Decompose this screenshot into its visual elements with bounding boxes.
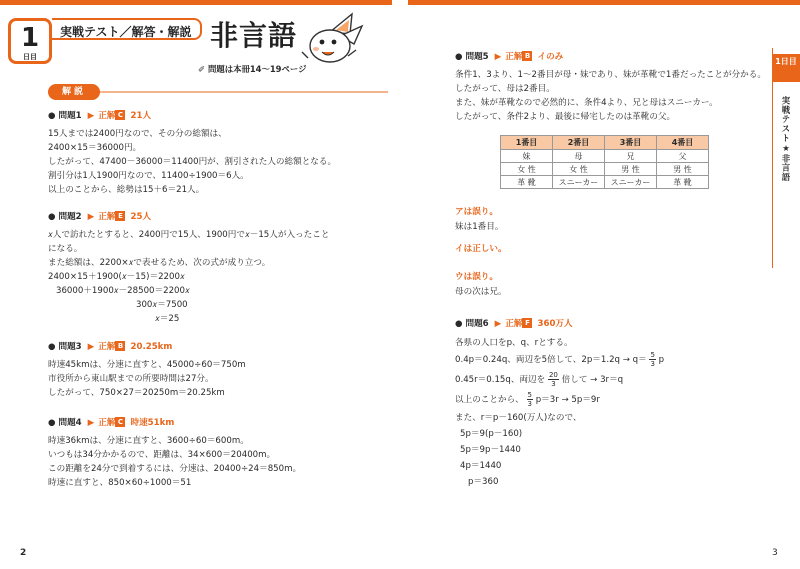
q5-answer-prefix: 正解 xyxy=(505,52,523,62)
q6-eq1-tail: p xyxy=(658,355,665,365)
q3-line: したがって、750×27＝20250m＝20.25km xyxy=(48,388,225,398)
q6-equation-1 xyxy=(455,350,664,370)
q2-line: 𝑥人で訪れたとすると、2400円で15人、1900円で𝑥－15人が入ったこと xyxy=(48,230,330,240)
q6-eq3-tail: p＝3r → 5p＝9r xyxy=(535,395,600,405)
page-reference xyxy=(198,63,306,75)
q5-line: したがって、母は2番目。 xyxy=(455,84,555,94)
page-number-right: 3 xyxy=(772,548,778,558)
q6-line: 5p＝9(p－160) xyxy=(460,429,523,439)
q1-answer-value: 21人 xyxy=(130,111,152,121)
q2-line: になる。 xyxy=(48,244,83,254)
q5-line: 条件1、3より、1～2番目が母・妹であり、妹が革靴で1番だったことが分かる。 xyxy=(455,70,766,80)
q3-line: 時速45kmは、分速に直すと、45000÷60＝750m xyxy=(48,360,246,370)
q5-heading xyxy=(455,51,563,63)
option-i-head: イは正しい。 xyxy=(455,244,507,254)
pencil-icon: ✐ xyxy=(198,64,206,74)
table-cell: 父 xyxy=(657,150,709,163)
arrow-icon: ▶ xyxy=(494,319,502,329)
q5-line: したがって、条件2より、最後に帰宅したのは革靴の父。 xyxy=(455,112,676,122)
table-row xyxy=(501,176,709,189)
q4-line: 時速に直すと、850×60÷1000＝51 xyxy=(48,478,192,488)
q6-heading xyxy=(455,318,573,330)
q2-label: ● 問題2 xyxy=(48,212,82,222)
table-header: 4番目 xyxy=(657,136,709,150)
q4-answer-value: 時速51km xyxy=(130,418,175,428)
q6-eq3-text: 以上のことから、 xyxy=(455,395,524,405)
table-cell: 妹 xyxy=(501,150,553,163)
q6-equation-3 xyxy=(455,390,600,410)
arrow-icon: ▶ xyxy=(87,212,95,222)
fraction-numerator: 20 xyxy=(548,371,558,379)
arrow-icon: ▶ xyxy=(87,342,95,352)
table-cell: 革 靴 xyxy=(501,176,553,189)
q4-line: この距離を24分で到着するには、分速は、20400÷24＝850m。 xyxy=(48,464,302,474)
q6-eq1-text: 0.4p＝0.24q、両辺を5倍して、2p＝1.2q → q＝ xyxy=(455,355,647,365)
q3-line: 市役所から東山駅までの所要時間は27分。 xyxy=(48,374,214,384)
q6-label: ● 問題6 xyxy=(455,319,489,329)
table-row xyxy=(501,150,709,163)
q6-answer-prefix: 正解 xyxy=(505,319,523,329)
q2-line: 36000＋1900𝑥－28500＝2200𝑥 xyxy=(56,286,190,296)
fraction-denominator: 3 xyxy=(650,360,655,368)
q6-equation-2 xyxy=(455,370,623,390)
q2-heading xyxy=(48,211,151,223)
arrow-icon: ▶ xyxy=(87,418,95,428)
q6-eq2-text: 0.45r＝0.15q、両辺を xyxy=(455,375,546,385)
q1-answer-letter: C xyxy=(115,110,125,120)
q6-answer-letter: F xyxy=(522,318,532,328)
table-cell: スニーカー xyxy=(553,176,605,189)
q3-answer-value: 20.25km xyxy=(130,342,173,352)
table-cell: 母 xyxy=(553,150,605,163)
arrow-icon: ▶ xyxy=(494,52,502,62)
q3-answer-letter: B xyxy=(115,341,125,351)
q4-label: ● 問題4 xyxy=(48,418,82,428)
subject-title: 非言語 xyxy=(210,19,298,52)
page-reference-text: 問題は本冊14～19ページ xyxy=(207,64,307,74)
q5-answer-value: イのみ xyxy=(537,52,564,62)
q4-line: 時速36kmは、分速に直すと、3600÷60＝600m。 xyxy=(48,436,249,446)
day-badge xyxy=(8,18,52,64)
day-tab-label: 1日目 xyxy=(775,57,797,66)
q6-line: 5p＝9p－1440 xyxy=(460,445,521,455)
q5-answer-letter: B xyxy=(522,51,532,61)
q3-heading xyxy=(48,341,172,353)
q1-line: したがって、47400－36000＝11400円が、割引された人の総額となる。 xyxy=(48,157,337,167)
q2-line: また総額は、2200×𝑥で表せるため、次の式が成り立つ。 xyxy=(48,258,271,268)
q1-line: 割引分は1人1900円なので、11400÷1900＝6人。 xyxy=(48,171,249,181)
table-header: 3番目 xyxy=(605,136,657,150)
day-tab xyxy=(772,54,800,82)
q3-answer-prefix: 正解 xyxy=(98,342,116,352)
fraction xyxy=(548,371,559,388)
q6-line: p＝360 xyxy=(468,477,499,487)
option-u-head: ウは誤り。 xyxy=(455,272,498,282)
q4-answer-prefix: 正解 xyxy=(98,418,116,428)
fraction-numerator: 5 xyxy=(650,351,655,359)
q2-line: 2400×15＋1900(𝑥－15)＝2200𝑥 xyxy=(48,272,185,282)
day-label: 日目 xyxy=(23,53,37,61)
page-number-left: 2 xyxy=(20,548,27,558)
q4-heading xyxy=(48,417,174,429)
kaisetsu-label: 解説 xyxy=(48,84,100,100)
q1-label: ● 問題1 xyxy=(48,111,82,121)
q3-label: ● 問題3 xyxy=(48,342,82,352)
top-accent-bar-right xyxy=(408,0,800,5)
q6-line: また、r＝p－160(万人)なので、 xyxy=(455,413,582,423)
fraction-numerator: 5 xyxy=(527,391,532,399)
fraction xyxy=(527,391,533,408)
fraction xyxy=(649,351,655,368)
q6-line: 4p＝1440 xyxy=(460,461,502,471)
option-a-body: 妹は1番目。 xyxy=(455,222,504,232)
q2-answer-value: 25人 xyxy=(130,212,152,222)
table-header: 2番目 xyxy=(553,136,605,150)
q2-answer-letter: E xyxy=(115,211,125,221)
table-header: 1番目 xyxy=(501,136,553,150)
q1-line: 2400×15＝36000円。 xyxy=(48,143,142,153)
q2-line: 𝑥＝25 xyxy=(155,314,180,324)
top-accent-bar-left xyxy=(0,0,392,5)
q4-line: いつもは34分かかるので、距離は、34×600＝20400m。 xyxy=(48,450,276,460)
table-row xyxy=(501,163,709,176)
table-cell: 兄 xyxy=(605,150,657,163)
section-title: 実戦テスト／解答・解説 xyxy=(52,18,202,40)
table-cell: 男 性 xyxy=(605,163,657,176)
q6-intro: 各県の人口をp、q、rとする。 xyxy=(455,338,573,348)
q6-answer-value: 360万人 xyxy=(537,319,573,329)
q1-answer-prefix: 正解 xyxy=(98,111,116,121)
q4-answer-letter: C xyxy=(115,417,125,427)
sidebar-chapter-text: 実戦テスト★非言語 xyxy=(781,96,791,183)
q1-heading xyxy=(48,110,151,122)
q2-answer-prefix: 正解 xyxy=(98,212,116,222)
q6-eq2-tail: 倍して → 3r＝q xyxy=(561,375,624,385)
q5-line: また、妹が革靴なので必然的に、条件4より、兄と母はスニーカー。 xyxy=(455,98,718,108)
order-table xyxy=(500,135,709,189)
day-number: 1 xyxy=(20,23,40,53)
table-cell: 革 靴 xyxy=(657,176,709,189)
fraction-denominator: 3 xyxy=(527,400,532,408)
q2-line: 300𝑥＝7500 xyxy=(136,300,188,310)
table-cell: 男 性 xyxy=(657,163,709,176)
table-header-row xyxy=(501,136,709,150)
option-a-head: アは誤り。 xyxy=(455,207,498,217)
option-u-body: 母の次は兄。 xyxy=(455,287,507,297)
q1-line: 15人までは2400円なので、その分の総額は、 xyxy=(48,129,227,139)
table-cell: 女 性 xyxy=(501,163,553,176)
q1-line: 以上のことから、総勢は15＋6＝21人。 xyxy=(48,185,205,195)
table-cell: スニーカー xyxy=(605,176,657,189)
rabbit-mascot-icon xyxy=(300,12,364,70)
arrow-icon: ▶ xyxy=(87,111,95,121)
q5-label: ● 問題5 xyxy=(455,52,489,62)
table-cell: 女 性 xyxy=(553,163,605,176)
fraction-denominator: 3 xyxy=(551,380,556,388)
